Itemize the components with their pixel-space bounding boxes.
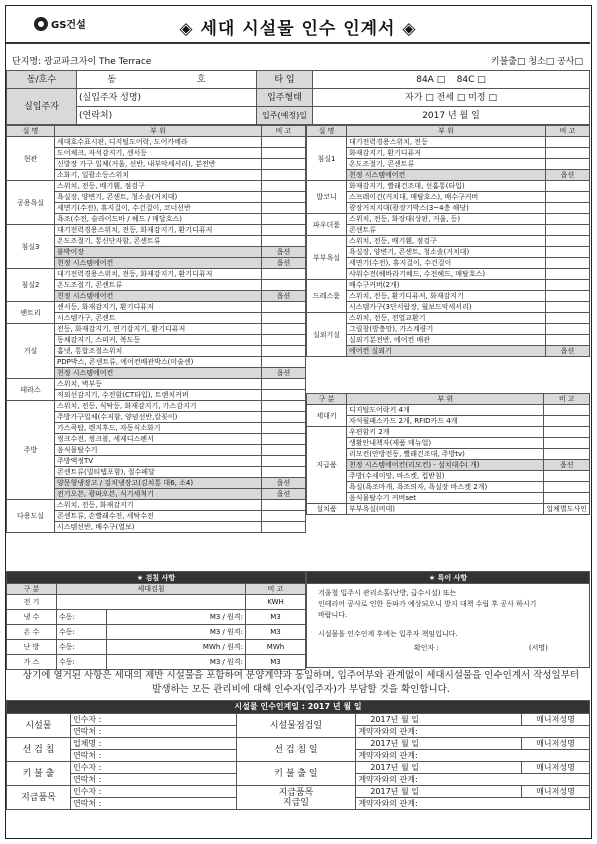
note-cell xyxy=(544,416,590,427)
table-row xyxy=(307,427,590,438)
item-cell: 전등, 화재감지기, 연기감지기, 환기디퓨저 xyxy=(55,324,262,335)
room-label: 침실3 xyxy=(7,225,55,269)
form-header xyxy=(6,6,590,44)
table-row xyxy=(7,137,306,148)
contact-field[interactable]: 연락처 : xyxy=(70,726,236,738)
item-cell: 세면기(수전), 휴지걸이, 수건걸이 xyxy=(347,258,546,269)
meter-manual[interactable]: 수동: xyxy=(57,610,107,625)
handover-date-label: 지급품목 지급일 xyxy=(236,786,356,810)
table-row xyxy=(7,181,306,192)
ho-field[interactable]: 호 xyxy=(147,71,257,89)
room-label: 다용도실 xyxy=(7,500,55,533)
item-cell: 온도조절기, 콘센트류 xyxy=(347,159,546,170)
table-row xyxy=(307,214,590,225)
table-row xyxy=(7,401,306,412)
note-cell xyxy=(546,247,590,258)
note-cell xyxy=(546,214,590,225)
item-cell: 스위치, 전등, 배기휀, 점검구 xyxy=(55,181,262,192)
room-label: 발코니 xyxy=(307,181,347,214)
item-cell: 주방액정TV xyxy=(55,456,262,467)
room-label: 테라스 xyxy=(7,379,55,401)
table-row xyxy=(307,203,590,214)
note-cell xyxy=(262,225,306,236)
table-row xyxy=(307,159,590,170)
handover-row xyxy=(7,738,590,750)
item-cell: 가스쿡탑, 렌지후드, 자동식소화기 xyxy=(55,423,262,434)
note-cell xyxy=(262,236,306,247)
owner-name-field[interactable]: (실입주자 성명) xyxy=(77,89,257,107)
table-row xyxy=(307,137,590,148)
handover-title: 시설물 인수인계일 : 2017 년 월 일 xyxy=(7,701,590,714)
note-cell xyxy=(546,280,590,291)
note-cell xyxy=(262,423,306,434)
inspect-head: 구 분 xyxy=(7,584,57,595)
note-cell xyxy=(262,434,306,445)
note-cell xyxy=(262,181,306,192)
owner-contact-field[interactable]: (연락처) xyxy=(77,107,257,125)
item-cell: 음식물탈수기 커버set xyxy=(347,493,544,504)
handover-row xyxy=(7,786,590,798)
mode-options[interactable]: 자가 □ 전세 □ 미정 □ xyxy=(313,89,590,107)
supply-head: 부 위 xyxy=(347,394,544,405)
left-head: 비 고 xyxy=(262,126,306,137)
item-cell: 화재감지기, 환기디퓨저 xyxy=(347,148,546,159)
left-head: 부 위 xyxy=(55,126,262,137)
item-cell: 스위치, 전등, 화재감지기 xyxy=(55,500,262,511)
room-label: 현관 xyxy=(7,137,55,181)
note-cell xyxy=(262,467,306,478)
item-cell: 배수구커버(2개) xyxy=(347,280,546,291)
site-name: 단지명: 광교파크자이 The Terrace xyxy=(12,57,152,67)
room-label: 침실1 xyxy=(307,137,347,181)
manager-name-field[interactable]: 매니저성명 xyxy=(522,738,590,750)
item-cell: 스위치, 전등, 전열교환기 xyxy=(347,313,546,324)
type-label: 타 입 xyxy=(257,71,313,89)
table-row xyxy=(307,313,590,324)
relation-field[interactable]: 계약자와의 관계: xyxy=(356,726,590,738)
note-cell xyxy=(262,335,306,346)
note-cell xyxy=(262,148,306,159)
note-cell xyxy=(546,159,590,170)
table-row xyxy=(307,192,590,203)
room-label: 세대키 xyxy=(307,405,347,427)
note-cell xyxy=(544,438,590,449)
item-cell: 대기전력경용스위치, 전등, 화재감지기, 환기디퓨저 xyxy=(55,269,262,280)
logo-text: GS건설 xyxy=(51,20,86,31)
meter-unit: M3 xyxy=(246,610,306,625)
right-facility-table xyxy=(306,125,590,357)
note-cell xyxy=(262,390,306,401)
meter-unit: M3 xyxy=(246,625,306,640)
table-row xyxy=(307,236,590,247)
room-label: 공용욕실 xyxy=(7,181,55,225)
note-cell xyxy=(262,401,306,412)
table-row xyxy=(307,471,590,482)
item-cell: PDP박스, 콘센트류, 에어컨배관박스(미술센) xyxy=(55,357,262,368)
item-cell: 스위치, 벽부등 xyxy=(55,379,262,390)
note-cell xyxy=(546,137,590,148)
table-row xyxy=(307,405,590,416)
meter-manual[interactable]: 수동: xyxy=(57,625,107,640)
note-cell: 옵션 xyxy=(546,170,590,181)
table-row xyxy=(307,181,590,192)
meter-remote[interactable]: MWh / 원격: xyxy=(107,640,246,655)
item-cell: 리모컨(안방전동, 빨래건조대, 주방tv) xyxy=(347,449,544,460)
type-84a-checkbox[interactable]: 84A □ xyxy=(416,74,446,85)
table-row xyxy=(307,269,590,280)
dong-field[interactable]: 동 xyxy=(77,71,147,89)
meter-row-label: 난 방 xyxy=(7,640,57,655)
supply-head: 비 고 xyxy=(544,394,590,405)
meter-manual[interactable]: 수동: xyxy=(57,655,107,670)
table-row xyxy=(307,449,590,460)
relation-field[interactable]: 계약자와의 관계: xyxy=(356,750,590,762)
special-notes-title: ★ 특이 사항 xyxy=(307,572,590,584)
item-cell: 소화기, 일괄소등스위치 xyxy=(55,170,262,181)
item-cell: 우편함키 2개 xyxy=(347,427,544,438)
item-cell: 그릴창(방충망), 가스계량기 xyxy=(347,324,546,335)
handover-date-label: 시설물점검일 xyxy=(236,714,356,738)
note-cell xyxy=(546,192,590,203)
table-row xyxy=(307,324,590,335)
info-table xyxy=(6,70,590,125)
item-cell: 신발장 가구 일체(거울, 선반, 내부악세서리), 분전반 xyxy=(55,159,262,170)
item-cell: 주방가구일체(수저함, 양념선반,칼꽂이) xyxy=(55,412,262,423)
note-cell: 옵션 xyxy=(262,258,306,269)
item-cell: 천정 시스템에어컨 xyxy=(55,368,262,379)
note-cell xyxy=(544,405,590,416)
item-cell: 천정 시스템에어컨 xyxy=(55,291,262,302)
table-row xyxy=(307,291,590,302)
manager-name-field[interactable]: 매니저성명 xyxy=(522,786,590,798)
item-cell: 동체감지기, 스피커, 복도등 xyxy=(55,335,262,346)
item-cell: 홈넷, 통합조절스위치 xyxy=(55,346,262,357)
note-cell xyxy=(262,192,306,203)
note-cell xyxy=(546,148,590,159)
note-cell: 옵션 xyxy=(262,478,306,489)
note-cell xyxy=(262,357,306,368)
note-cell xyxy=(262,280,306,291)
room-label: 실외기실 xyxy=(307,313,347,357)
note-cell xyxy=(544,427,590,438)
meter-remote[interactable]: M3 / 원격: xyxy=(107,655,246,670)
table-row xyxy=(307,170,590,181)
note-cell xyxy=(546,313,590,324)
item-cell: 디지털도어락키 4개 xyxy=(347,405,544,416)
table-row xyxy=(7,500,306,511)
note-cell xyxy=(546,324,590,335)
item-cell: 센서등, 화재감지기, 환기디퓨저 xyxy=(55,302,262,313)
contact-field[interactable]: 연락처 : xyxy=(70,750,236,762)
note-cell: 옵션 xyxy=(262,489,306,500)
item-cell: 스위치, 전등, 화장대(상판, 거울, 등) xyxy=(347,214,546,225)
table-row xyxy=(307,460,590,471)
note-cell xyxy=(262,159,306,170)
item-cell: 시스템가구(3단서랍장, 월보드악세서리) xyxy=(347,302,546,313)
item-cell: 자석월패스카드 2개, RFID카드 4개 xyxy=(347,416,544,427)
note-cell xyxy=(546,258,590,269)
item-cell: 붙박이장 xyxy=(55,247,262,258)
handover-label: 선 검 침 xyxy=(7,738,71,762)
receiver-field[interactable]: 인수자 : xyxy=(70,762,236,774)
table-row xyxy=(7,324,306,335)
note-cell xyxy=(544,471,590,482)
item-cell: 천정 시스템에어컨(리모컨) - 설치대수( 개) xyxy=(347,460,544,471)
item-cell: 콘센트류(멀티탭포함), 절수페달 xyxy=(55,467,262,478)
item-cell: 적외선감지기, 수전함(CT타입), 트랜치커버 xyxy=(55,390,262,401)
right-head: 비 고 xyxy=(546,126,590,137)
manager-name-field[interactable]: 매니저성명 xyxy=(522,714,590,726)
note-cell xyxy=(262,346,306,357)
note-cell xyxy=(546,302,590,313)
item-cell: 스위치, 전등, 식탁등, 화재감지기, 가스감지기 xyxy=(55,401,262,412)
table-row xyxy=(7,302,306,313)
note-cell xyxy=(262,379,306,390)
relation-field[interactable]: 계약자와의 관계: xyxy=(356,798,590,810)
table-row xyxy=(307,504,590,515)
room-label: 설치품 xyxy=(307,504,347,515)
note-cell xyxy=(544,493,590,504)
table-row xyxy=(7,269,306,280)
meter-remote[interactable]: M3 / 원격: xyxy=(107,610,246,625)
item-cell: 욕조(수전, 슬라이드바 / 헤드 / 매달호스) xyxy=(55,214,262,225)
note-cell xyxy=(262,324,306,335)
item-cell: 주방(수세미망, 바스켓, 컵받침) xyxy=(347,471,544,482)
meter-row-label: 전 기 xyxy=(7,595,57,610)
receiver-field[interactable]: 업체명 : xyxy=(70,738,236,750)
meter-remote[interactable]: M3 / 원격: xyxy=(107,625,246,640)
table-row xyxy=(307,302,590,313)
note-cell xyxy=(262,511,306,522)
special-notes-text: 겨울철 입주시 관리소홀(난방, 급수시설) 또는 인테리어 공사로 인한 동파가 예상되오니 방지 대책 수립 후 공사 하시기 바랍니다. 시설물을 인수인계 후에는 입주자 책임입니다. 확인자 : (서명) xyxy=(318,589,548,652)
item-cell: 스프레이건(거치대, 매탈호스), 배수구커버 xyxy=(347,192,546,203)
item-cell: 전기오븐, 광파오븐, 식기세척기 xyxy=(55,489,262,500)
handover-date-field[interactable]: 2017년 월 일 xyxy=(356,738,522,750)
handover-date-label: 선 검 침 일 xyxy=(236,738,356,762)
table-row xyxy=(7,379,306,390)
note-cell xyxy=(262,269,306,280)
item-cell: 스위치, 전등, 배기휀, 점검구 xyxy=(347,236,546,247)
item-cell: 온도조절기, 콘센트류 xyxy=(55,280,262,291)
supply-head: 구 분 xyxy=(307,394,347,405)
item-cell: 스위치, 전등, 환기디퓨저, 화재감지기 xyxy=(347,291,546,302)
note-cell xyxy=(546,236,590,247)
form-frame xyxy=(5,5,592,839)
note-cell xyxy=(262,170,306,181)
meter-row-label: 온 수 xyxy=(7,625,57,640)
inspect-head: 세대검침 xyxy=(57,584,246,595)
meter-row-label: 가 스 xyxy=(7,655,57,670)
note-cell xyxy=(262,445,306,456)
room-label: 침실2 xyxy=(7,269,55,302)
contact-field[interactable]: 연락처 : xyxy=(70,774,236,786)
note-cell xyxy=(546,225,590,236)
item-cell: 생활안내책자(제품 매뉴얼) xyxy=(347,438,544,449)
item-cell: 도어체크, 자석감지기, 센서등 xyxy=(55,148,262,159)
handover-label: 지급품목 xyxy=(7,786,71,810)
note-cell xyxy=(546,203,590,214)
inspection-title: ★ 검침 사항 xyxy=(7,572,306,584)
note-cell xyxy=(262,412,306,423)
meter-row-label: 냉 수 xyxy=(7,610,57,625)
note-cell xyxy=(262,214,306,225)
handover-row xyxy=(7,762,590,774)
note-cell: 옵션 xyxy=(546,346,590,357)
room-label: 주방 xyxy=(7,401,55,500)
item-cell: 욕실장, 양변기, 콘센트, 청소솔(거치대) xyxy=(55,192,262,203)
receiver-field[interactable]: 인수자 : xyxy=(70,786,236,798)
receiver-field[interactable]: 인수자 : xyxy=(70,714,236,726)
item-cell: 욕실장, 양변기, 콘센트, 청소솔(거치대) xyxy=(347,247,546,258)
item-cell: 양문형냉장고 / 김치냉장고(김치통 대6, 소4) xyxy=(55,478,262,489)
table-row xyxy=(307,335,590,346)
item-cell: 에어컨 실외기 xyxy=(347,346,546,357)
item-cell: 세대호수표시판, 디지털도어락, 도어카메라 xyxy=(55,137,262,148)
note-cell xyxy=(262,522,306,533)
item-cell: 콘센트류 xyxy=(347,225,546,236)
note-cell xyxy=(546,181,590,192)
note-cell xyxy=(262,137,306,148)
item-cell: 욕실(욕조마개, 욕조의자, 욕실장 바스켓 2개) xyxy=(347,482,544,493)
handover-date-field[interactable]: 2017년 월 일 xyxy=(356,714,522,726)
contact-field[interactable]: 연락처 : xyxy=(70,798,236,810)
table-row xyxy=(307,258,590,269)
move-in-date-label: 입주(예정)일 xyxy=(257,107,313,125)
manager-name-field[interactable]: 매니저성명 xyxy=(522,762,590,774)
note-cell xyxy=(262,313,306,324)
item-cell: 온도조절기, 통신단자함, 콘센트류 xyxy=(55,236,262,247)
handover-date-label: 키 불 출 일 xyxy=(236,762,356,786)
item-cell: 대기전력경용스위치, 전등, 화재감지기, 환기디퓨저 xyxy=(55,225,262,236)
note-cell: 옵션 xyxy=(544,460,590,471)
item-cell: 세면기(수전), 휴지걸이, 수건걸이, 코너선반 xyxy=(55,203,262,214)
note-cell xyxy=(262,203,306,214)
note-cell xyxy=(262,456,306,467)
table-row xyxy=(307,225,590,236)
item-cell: 천정 시스템에어컨 xyxy=(55,258,262,269)
table-row xyxy=(307,438,590,449)
item-cell: 화재감지기, 빨래건조대, 선홈통(타입) xyxy=(347,181,546,192)
note-cell xyxy=(262,302,306,313)
note-cell: 옵션 xyxy=(262,247,306,258)
form-title: ◈ 세대 시설물 인수 인계서 ◈ xyxy=(179,19,417,39)
room-label: 팬트리 xyxy=(7,302,55,324)
item-cell: 대기전력경용스위치, 전등 xyxy=(347,137,546,148)
table-row xyxy=(307,493,590,504)
mode-label: 입주형태 xyxy=(257,89,313,107)
item-cell: 시스템가구, 콘센트 xyxy=(55,313,262,324)
note-cell xyxy=(262,500,306,511)
meter-unit: MWh xyxy=(246,640,306,655)
inspect-head: 비 고 xyxy=(246,584,306,595)
left-head: 실 명 xyxy=(7,126,55,137)
unit-label: 동/호수 xyxy=(7,71,77,89)
item-cell: 실외기분전반, 에어컨 배관 xyxy=(347,335,546,346)
table-row xyxy=(307,280,590,291)
handover-date-field[interactable]: 2017년 월 일 xyxy=(356,762,522,774)
room-label: 부부욕실 xyxy=(307,236,347,280)
item-cell: 천정 시스템에어컨 xyxy=(347,170,546,181)
type-84c-checkbox[interactable]: 84C □ xyxy=(456,74,486,85)
note-cell xyxy=(546,291,590,302)
item-cell: 샤워수전(헤바라기헤드, 수전헤드, 매탈호스) xyxy=(347,269,546,280)
note-cell xyxy=(544,482,590,493)
room-label: 지급품 xyxy=(307,427,347,504)
item-cell: 부부욕실(비데) xyxy=(347,504,544,515)
note-cell: 업체별도사인 xyxy=(544,504,590,515)
note-cell xyxy=(546,269,590,280)
right-head: 실 명 xyxy=(307,126,347,137)
meter-unit: M3 xyxy=(246,655,306,670)
note-cell xyxy=(544,449,590,460)
item-cell: 음식물탈수기 xyxy=(55,445,262,456)
inspection-table xyxy=(6,571,306,670)
table-row xyxy=(307,482,590,493)
table-row xyxy=(7,225,306,236)
meter-unit: KWH xyxy=(246,595,306,610)
table-row xyxy=(307,247,590,258)
left-facility-table xyxy=(6,125,306,533)
room-label: 드레스룸 xyxy=(307,280,347,313)
handover-table xyxy=(6,700,590,810)
table-row xyxy=(307,346,590,357)
relation-field[interactable]: 계약자와의 관계: xyxy=(356,774,590,786)
item-cell: 씽크수전, 씽크볼, 세제디스펜서 xyxy=(55,434,262,445)
note-cell: 옵션 xyxy=(262,368,306,379)
confirmation-statement: 상기에 열거된 사항은 세대의 제반 시설물을 포함하여 분양계약과 동일하며, 입주여부와 관계없이 세대시설물을 인수인계서 작성일부터 발생하는 모든 관리비에 대해 인수자(입주자)가 부담할 것을 확인합니다. xyxy=(22,670,580,695)
note-cell: 옵션 xyxy=(262,291,306,302)
table-row xyxy=(307,416,590,427)
owner-label: 실입주자 xyxy=(7,89,77,125)
handover-label: 키 불 출 xyxy=(7,762,71,786)
room-label: 거실 xyxy=(7,324,55,379)
note-cell xyxy=(546,335,590,346)
status-checkboxes[interactable]: 키불출□ 청소□ 공사□ xyxy=(490,57,583,67)
table-row xyxy=(307,148,590,159)
move-in-date-field[interactable]: 2017 년 월 일 xyxy=(313,107,590,125)
item-cell: 콘센트류, 손빨래수전, 세탁수전 xyxy=(55,511,262,522)
room-label: 파우더룸 xyxy=(307,214,347,236)
meter-manual[interactable]: 수동: xyxy=(57,640,107,655)
right-head: 부 위 xyxy=(347,126,546,137)
handover-date-field[interactable]: 2017년 월 일 xyxy=(356,786,522,798)
handover-label: 시설물 xyxy=(7,714,71,738)
supply-items-table xyxy=(306,393,590,515)
item-cell: 광장거치지대(광장기박스(3~4층 해당) xyxy=(347,203,546,214)
item-cell: 시스템선반, 배수구(열보) xyxy=(55,522,262,533)
handover-row xyxy=(7,714,590,726)
